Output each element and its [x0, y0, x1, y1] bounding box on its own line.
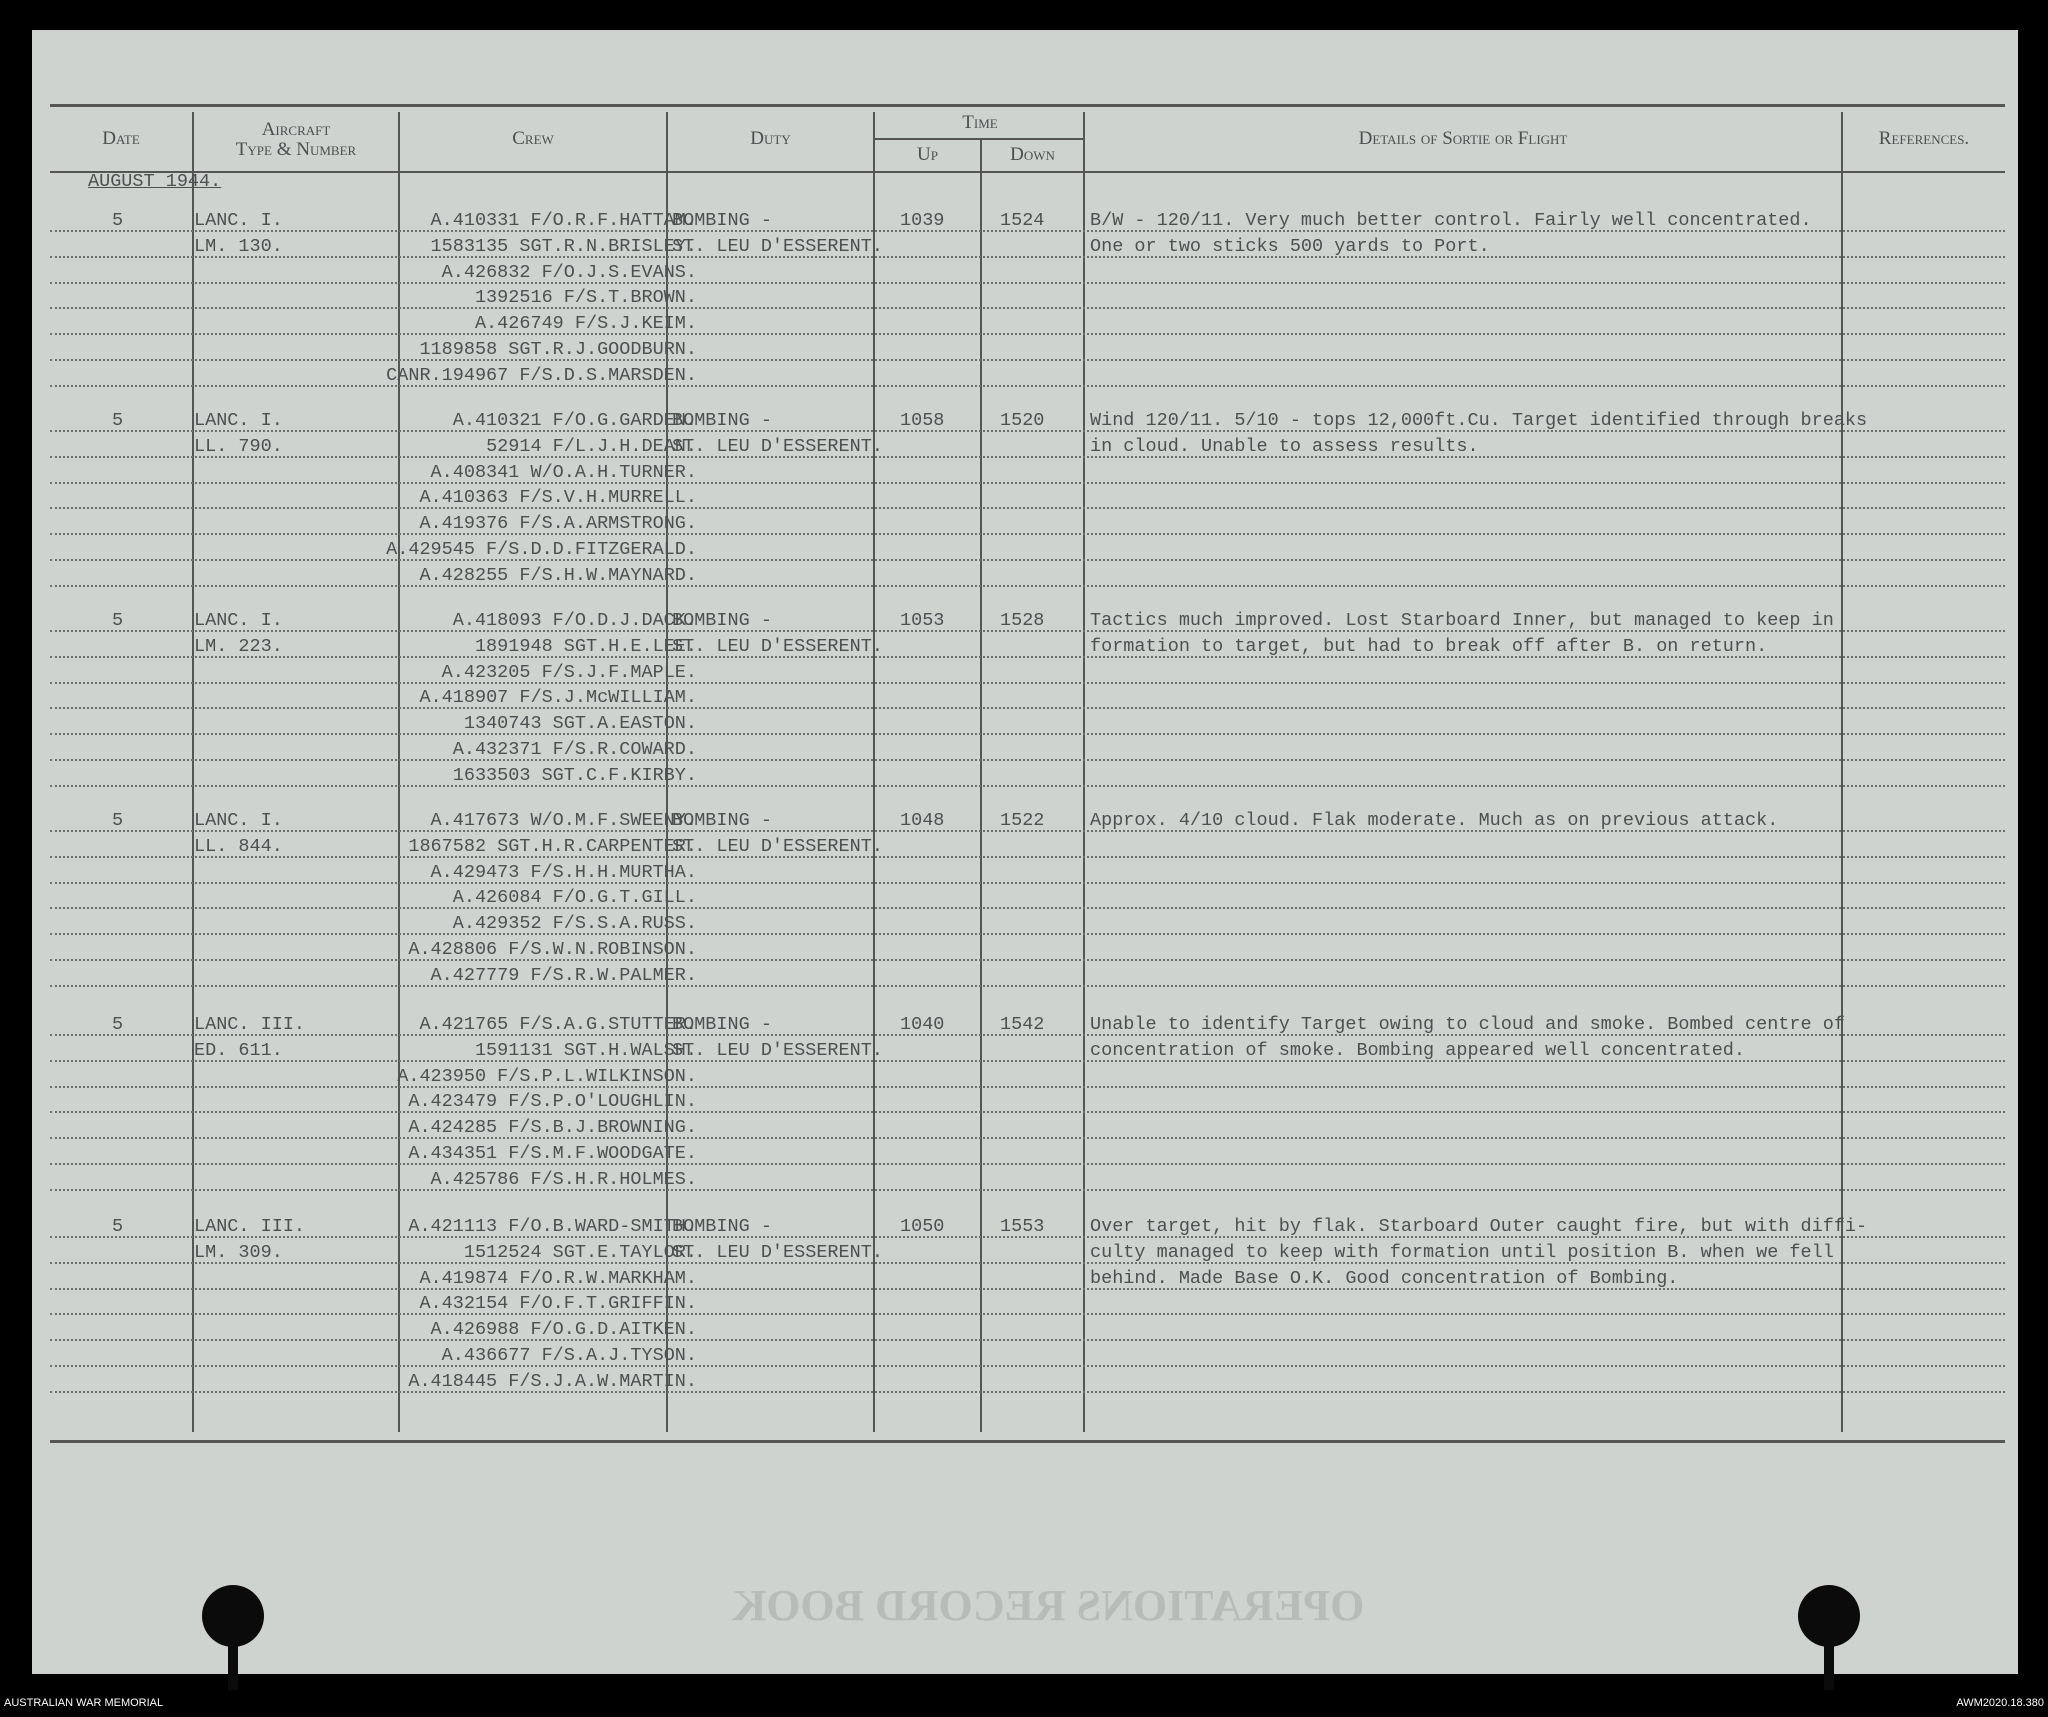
sortie-date: 5 [112, 810, 124, 831]
crew-member: 1512524 SGT.E.TAYLOR. [463, 1241, 697, 1263]
ruled-line [50, 456, 2005, 458]
ruled-line [50, 1034, 2005, 1036]
ruled-line [50, 1163, 2005, 1165]
ruled-line [50, 482, 2005, 484]
header-details: Details of Sortie or Flight [1358, 128, 1568, 149]
crew-member: A.424285 F/S.B.J.BROWNING. [408, 1117, 697, 1139]
sortie-duty: BOMBING - [672, 1216, 772, 1237]
crew-member: 1340743 SGT.A.EASTON. [463, 713, 697, 735]
ruled-line [50, 385, 2005, 387]
binder-hole-left-slot [228, 1630, 238, 1690]
crew-member: A.418907 F/S.J.McWILLIAM. [419, 687, 697, 709]
sortie-duty: BOMBING - [672, 1014, 772, 1035]
crew-member: A.408341 W/O.A.H.TURNER. [430, 461, 697, 483]
ruled-line [50, 959, 2005, 961]
sortie-aircraft: LM. 130. [194, 235, 283, 257]
ruled-line [50, 985, 2005, 987]
binder-hole-right-slot [1824, 1630, 1834, 1690]
crew-member: A.428806 F/S.W.N.ROBINSON. [408, 939, 697, 960]
crew-member: A.410331 F/O.R.F.HATTAM. [430, 210, 697, 231]
time-up: 1039 [900, 210, 945, 231]
sortie-aircraft: LL. 790. [194, 435, 283, 457]
crew-member: A.426832 F/O.J.S.EVANS. [441, 261, 697, 283]
sortie-duty: BOMBING - [672, 810, 772, 831]
header-crew: Crew [512, 128, 554, 149]
ruled-line [50, 1086, 2005, 1088]
crew-member: A.418093 F/O.D.J.DACK. [452, 610, 697, 631]
time-up: 1050 [900, 1216, 945, 1237]
ruled-line [50, 733, 2005, 735]
ruled-line [50, 907, 2005, 909]
table-top-rule [50, 104, 2005, 107]
crew-member: 1891948 SGT.H.E.LEE. [474, 635, 697, 657]
crew-member: A.410321 F/O.G.GARDEN. [452, 410, 697, 431]
ruled-line [50, 256, 2005, 258]
sortie-details: formation to target, but had to break off after B. on return. [1090, 635, 1768, 657]
header-references: References. [1878, 128, 1970, 149]
ruled-line [50, 1313, 2005, 1315]
time-down: 1553 [1000, 1216, 1045, 1237]
crew-member: 1591131 SGT.H.WALSH. [474, 1039, 697, 1061]
ruled-line [50, 1365, 2005, 1367]
ruled-line [50, 1189, 2005, 1191]
crew-member: A.410363 F/S.V.H.MURRELL. [419, 487, 697, 509]
header-down: Down [1010, 144, 1055, 165]
sortie-details: Wind 120/11. 5/10 - tops 12,000ft.Cu. Target identified through breaks [1090, 410, 1868, 431]
time-up: 1040 [900, 1014, 945, 1035]
time-down: 1524 [1000, 210, 1045, 231]
ruled-line [50, 1236, 2005, 1238]
crew-member: 1392516 F/S.T.BROWN. [474, 287, 697, 309]
ruled-line [50, 785, 2005, 787]
sortie-details: concentration of smoke. Bombing appeared well concentrated. [1090, 1039, 1746, 1061]
footer-right: AWM2020.18.380 [1956, 1697, 2044, 1709]
sortie-duty: ST. LEU D'ESSERENT. [672, 835, 883, 857]
crew-member: A.432371 F/S.R.COWARD. [452, 739, 697, 760]
ruled-line [50, 230, 2005, 232]
header-aircraft: Aircraft Type & Number [235, 119, 357, 160]
sortie-duty: BOMBING - [672, 610, 772, 631]
ruled-line [50, 333, 2005, 335]
crew-member: A.417673 W/O.M.F.SWEENY. [430, 810, 697, 831]
crew-member: A.436677 F/S.A.J.TYSON. [441, 1345, 697, 1366]
time-down: 1542 [1000, 1014, 1045, 1035]
crew-member: A.421113 F/O.B.WARD-SMITH. [408, 1216, 697, 1237]
crew-member: A.434351 F/S.M.F.WOODGATE. [408, 1143, 697, 1164]
col-divider-time [1083, 112, 1085, 1432]
time-up: 1053 [900, 610, 945, 631]
crew-member: A.423205 F/S.J.F.MAPLE. [441, 661, 697, 683]
crew-member: A.423479 F/S.P.O'LOUGHLIN. [408, 1091, 697, 1113]
sortie-aircraft: LANC. III. [194, 1014, 306, 1035]
bleed-through-text: OPERATIONS RECORD BOOK [732, 1581, 1365, 1630]
crew-member: 1583135 SGT.R.N.BRISLEY. [430, 235, 697, 257]
sortie-aircraft: LM. 309. [194, 1241, 283, 1263]
col-divider-duty [873, 112, 875, 1432]
ruled-line [50, 1060, 2005, 1062]
crew-member: A.426988 F/O.G.D.AITKEN. [430, 1319, 697, 1341]
sortie-duty: ST. LEU D'ESSERENT. [672, 235, 883, 257]
sortie-details: Over target, hit by flak. Starboard Outer caught fire, but with diffi- [1090, 1216, 1868, 1237]
header-date: Date [102, 128, 140, 149]
ruled-line [50, 1288, 2005, 1290]
crew-member: A.428255 F/S.H.W.MAYNARD. [419, 564, 697, 586]
sortie-aircraft: LANC. I. [194, 610, 283, 631]
ruled-line [50, 1111, 2005, 1113]
sortie-details: in cloud. Unable to assess results. [1090, 435, 1479, 457]
sortie-aircraft: LANC. III. [194, 1216, 306, 1237]
crew-member: A.423950 F/S.P.L.WILKINSON. [397, 1065, 697, 1087]
ruled-line [50, 1339, 2005, 1341]
ruled-line [50, 830, 2005, 832]
time-down: 1528 [1000, 610, 1045, 631]
crew-member: A.427779 F/S.R.W.PALMER. [430, 964, 697, 986]
ruled-line [50, 933, 2005, 935]
crew-member: A.429473 F/S.H.H.MURTHA. [430, 861, 697, 883]
sortie-details: Unable to identify Target owing to cloud and smoke. Bombed centre of [1090, 1014, 1845, 1035]
time-down: 1520 [1000, 410, 1045, 431]
time-up: 1058 [900, 410, 945, 431]
ruled-line [50, 656, 2005, 658]
crew-member: A.429352 F/S.S.A.RUSS. [452, 913, 697, 935]
ruled-line [50, 533, 2005, 535]
crew-member: A.418445 F/S.J.A.W.MARTIN. [408, 1370, 697, 1392]
record-sheet [32, 30, 2018, 1674]
sortie-details: Approx. 4/10 cloud. Flak moderate. Much as on previous attack. [1090, 810, 1779, 831]
crew-member: 1867582 SGT.H.R.CARPENTER. [408, 835, 697, 857]
sortie-date: 5 [112, 1014, 124, 1035]
header-up: Up [917, 144, 938, 165]
table-bottom-rule [50, 1440, 2005, 1443]
time-down: 1522 [1000, 810, 1045, 831]
crew-member: A.426749 F/S.J.KEIM. [474, 313, 697, 335]
ruled-line [50, 359, 2005, 361]
footer-left: AUSTRALIAN WAR MEMORIAL [4, 1697, 164, 1709]
ruled-line [50, 507, 2005, 509]
sortie-aircraft: LM. 223. [194, 635, 283, 657]
ruled-line [50, 682, 2005, 684]
sortie-aircraft: LL. 844. [194, 835, 283, 857]
sortie-details: B/W - 120/11. Very much better control. Fairly well concentrated. [1090, 210, 1812, 231]
sortie-aircraft: LANC. I. [194, 210, 283, 231]
ruled-line [50, 282, 2005, 284]
crew-member: 1633503 SGT.C.F.KIRBY. [452, 764, 697, 786]
sortie-date: 5 [112, 410, 124, 431]
header-duty: Duty [750, 128, 791, 149]
time-up: 1048 [900, 810, 945, 831]
crew-member: 1189858 SGT.R.J.GOODBURN. [419, 339, 697, 360]
crew-member: A.429545 F/S.D.D.FITZGERALD. [386, 539, 697, 560]
sortie-duty: ST. LEU D'ESSERENT. [672, 635, 883, 657]
crew-member: CANR.194967 F/S.D.S.MARSDEN. [386, 364, 697, 386]
crew-member: A.419874 F/O.R.W.MARKHAM. [419, 1267, 697, 1289]
sortie-duty: BOMBING - [672, 210, 772, 231]
ruled-line [50, 1262, 2005, 1264]
ruled-line [50, 759, 2005, 761]
ruled-line [50, 430, 2005, 432]
sortie-details: culty managed to keep with formation until position B. when we fell [1090, 1241, 1834, 1263]
header-time: Time [962, 112, 998, 133]
crew-member: A.432154 F/O.F.T.GRIFFIN. [419, 1293, 697, 1315]
crew-member: A.425786 F/S.H.R.HOLMES. [430, 1168, 697, 1190]
sortie-duty: BOMBING - [672, 410, 772, 431]
ruled-line [50, 707, 2005, 709]
ruled-line [50, 559, 2005, 561]
ruled-line [50, 585, 2005, 587]
sortie-aircraft: ED. 611. [194, 1039, 283, 1061]
sortie-duty: ST. LEU D'ESSERENT. [672, 1039, 883, 1061]
sortie-details: One or two sticks 500 yards to Port. [1090, 235, 1490, 257]
sortie-date: 5 [112, 210, 124, 231]
crew-member: 52914 F/L.J.H.DEAN. [486, 435, 697, 457]
sortie-aircraft: LANC. I. [194, 410, 283, 431]
ruled-line [50, 307, 2005, 309]
crew-member: A.426084 F/O.G.T.GILL. [452, 887, 697, 909]
crew-member: A.419376 F/S.A.ARMSTRONG. [419, 513, 697, 535]
sortie-duty: ST. LEU D'ESSERENT. [672, 1241, 883, 1263]
ruled-line [50, 1391, 2005, 1393]
ruled-line [50, 882, 2005, 884]
month-label: AUGUST 1944. [88, 171, 222, 192]
sortie-date: 5 [112, 1216, 124, 1237]
sortie-details: behind. Made Base O.K. Good concentration of Bombing. [1090, 1267, 1679, 1289]
sortie-aircraft: LANC. I. [194, 810, 283, 831]
ruled-line [50, 856, 2005, 858]
header-bottom-rule [50, 171, 2005, 173]
crew-member: A.421765 F/S.A.G.STUTTER. [419, 1014, 697, 1035]
ruled-line [50, 630, 2005, 632]
ruled-line [50, 1137, 2005, 1139]
sortie-date: 5 [112, 610, 124, 631]
sortie-duty: ST. LEU D'ESSERENT. [672, 435, 883, 457]
sortie-details: Tactics much improved. Lost Starboard Inner, but managed to keep in [1090, 610, 1834, 631]
